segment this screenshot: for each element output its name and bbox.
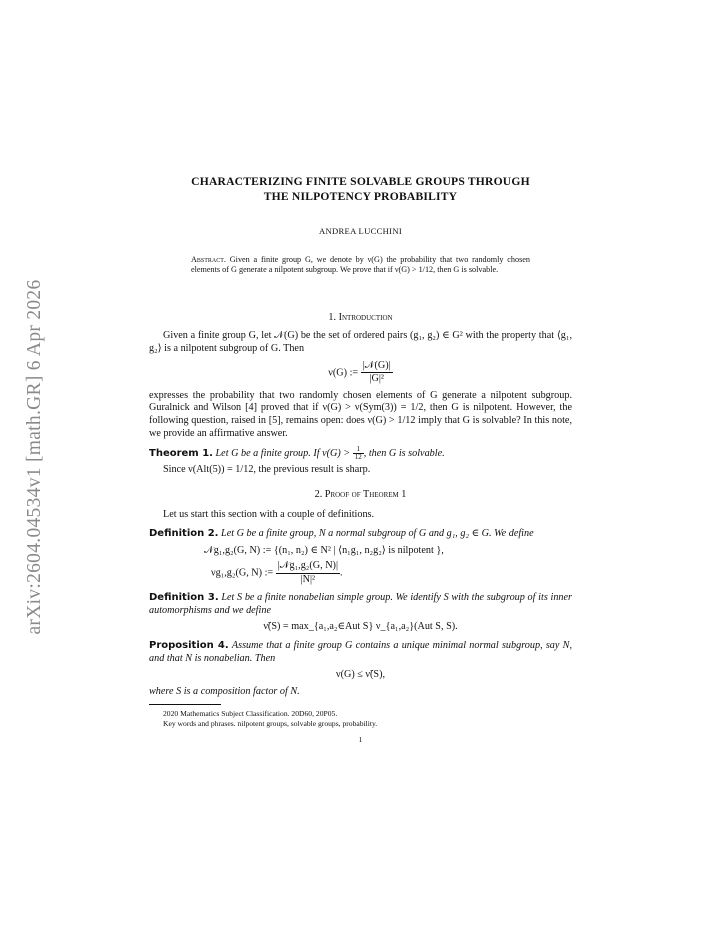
- footnote-keywords: Key words and phrases. nilpotent groups, solvable groups, probability.: [163, 719, 378, 729]
- proposition-4-text: Assume that a finite group G contains a unique minimal normal subgroup, say N, and that N is nonabelian. Then: [149, 640, 572, 664]
- theorem-1-text-b: , then G is solvable.: [363, 447, 445, 459]
- theorem-1-frac-den: 12: [354, 453, 362, 462]
- eq2-row-2-lhs: νg₁,g₂(G, N) :=: [211, 567, 274, 579]
- page-number: 1: [358, 734, 363, 744]
- eq2-fraction: [276, 560, 340, 586]
- theorem-1-fraction: [353, 446, 364, 461]
- abstract-text: Given a finite group G, we denote by ν(G) the probability that two randomly chosen elements of G generate a nilpotent subgroup. We prove that if ν(G) > 1/12, then G is solvable.: [191, 254, 531, 275]
- intro-paragraph-2: expresses the probability that two randomly chosen elements of G generate a nilpotent subgroup. Guralnick and Wilson [4] proved that if ν(G) > ν(Sym(3)) = 1/2, then G is nilpotent. However, the following question, raised in [5], remains open: does ν(G) > 1/12 imply that G is solvable? In this note, we provide an affirmative answer.: [149, 389, 572, 439]
- proposition-4-tail: where S is a composition factor of N.: [149, 685, 300, 697]
- eq2-row-1: 𝒩g₁,g₂(G, N) := {(n₁, n₂) ∈ N² | ⟨n₁g₁, n₂g₂⟩ is nilpotent },: [204, 544, 444, 556]
- theorem-1-text-a: Let G be a finite group. If ν(G) >: [215, 447, 353, 459]
- theorem-1-label: Theorem 1.: [149, 447, 213, 459]
- definition-2: [149, 528, 572, 541]
- definition-2-text: Let G be a finite group, N a normal subgroup of G and g₁, g₂ ∈ G. We define: [221, 527, 534, 539]
- arxiv-identifier: arXiv:2604.04534v1 [math.GR] 6 Apr 2026: [24, 279, 45, 635]
- footnote-rule: [149, 704, 221, 705]
- eq1-numerator: |𝒩(G)|: [361, 360, 393, 374]
- eq2-denominator: |N|²: [300, 573, 316, 585]
- title-line-1: CHARACTERIZING FINITE SOLVABLE GROUPS THROUGH: [191, 175, 530, 188]
- eq1-lhs: ν(G) :=: [328, 367, 359, 378]
- proposition-4: [149, 640, 572, 665]
- equation-4: ν(G) ≤ ν̃(S),: [335, 669, 386, 681]
- definition-3-text: Let S be a finite nonabelian simple group. We identify S with the subgroup of its inner automorphisms and we define: [149, 592, 572, 616]
- equation-2: [204, 545, 572, 587]
- sharpness-remark: Since ν(Alt(5)) = 1/12, the previous result is sharp.: [163, 464, 371, 476]
- footnotes: [149, 709, 572, 728]
- proposition-4-label: Proposition 4.: [149, 640, 229, 652]
- abstract: [191, 255, 530, 276]
- footnote-msc: 2020 Mathematics Subject Classification. 20D60, 20P05.: [163, 709, 338, 719]
- intro-paragraph-1: Given a finite group G, let 𝒩(G) be the set of ordered pairs (g₁, g₂) ∈ G² with the property that ⟨g₁, g₂⟩ is a nilpotent subgroup of G. Then: [149, 330, 572, 354]
- section-2-intro: Let us start this section with a couple of definitions.: [163, 509, 375, 521]
- eq1-fraction: [361, 360, 393, 386]
- definition-2-label: Definition 2.: [149, 527, 219, 539]
- definition-3-label: Definition 3.: [149, 592, 219, 604]
- eq2-row-2: νg₁,g₂(G, N) := $\frac{\text{|𝒩g₁,g₂(G, N)|}}{\text{|N|²}}$ .: [211, 560, 343, 585]
- equation-3: ν̃(S) = max_{a₁,a₂∈Aut S} ν_{a₁,a₂}(Aut S, S).: [263, 621, 458, 633]
- equation-1: [149, 360, 572, 386]
- section-1-heading: 1. Introduction: [328, 311, 393, 323]
- theorem-1-frac-num: 1: [353, 446, 364, 454]
- section-2-heading: 2. Proof of Theorem 1: [314, 488, 407, 500]
- theorem-1: [149, 446, 572, 461]
- eq2-numerator: |𝒩g₁,g₂(G, N)|: [276, 560, 340, 574]
- arxiv-side-stamp: [22, 252, 48, 662]
- abstract-label: Abstract.: [191, 254, 226, 264]
- definition-3: [149, 592, 572, 617]
- author: ANDREA LUCCHINI: [318, 226, 403, 236]
- eq1-denominator: |G|²: [369, 373, 384, 385]
- paper-page: [149, 174, 572, 746]
- title-line-2: THE NILPOTENCY PROBABILITY: [263, 190, 458, 203]
- paper-title: [149, 174, 572, 204]
